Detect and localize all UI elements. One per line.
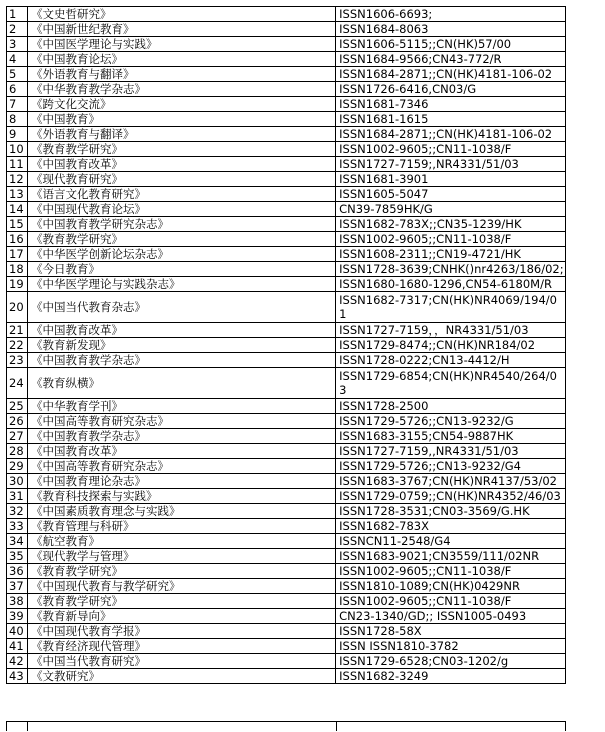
journal-name-cell: 《外语教育与翻译》 bbox=[28, 67, 336, 82]
row-number-cell: 3 bbox=[7, 37, 28, 52]
row-number-cell: 4 bbox=[7, 52, 28, 67]
row-number-cell: 35 bbox=[7, 549, 28, 564]
row-number-cell: 5 bbox=[7, 67, 28, 82]
journal-name-cell: 《外语教育与翻译》 bbox=[28, 127, 336, 142]
table-row bbox=[7, 594, 566, 609]
table-row bbox=[7, 474, 566, 489]
issn-cell: ISSN1727-7159,,NR4331/51/03 bbox=[336, 444, 566, 459]
journal-name-cell: 《教育教学研究》 bbox=[28, 142, 336, 157]
row-number-cell: 23 bbox=[7, 353, 28, 368]
table-row bbox=[7, 549, 566, 564]
row-number-cell: 40 bbox=[7, 624, 28, 639]
journal-name-cell: 《今日教育》 bbox=[28, 262, 336, 277]
issn-cell: ISSN1728-58X bbox=[336, 624, 566, 639]
issn-cell: ISSN1729-6854;CN(HK)NR4540/264/03 bbox=[336, 368, 566, 399]
table-row bbox=[7, 654, 566, 669]
journal-name-cell: 《中华教育学刊》 bbox=[28, 399, 336, 414]
issn-cell: ISSN1681-7346 bbox=[336, 97, 566, 112]
row-number-cell: 6 bbox=[7, 82, 28, 97]
table-row bbox=[7, 142, 566, 157]
issn-cell: ISSN1729-5726;;CN13-9232/G4 bbox=[336, 459, 566, 474]
issn-cell: ISSN1682-3249 bbox=[336, 669, 566, 684]
table-row bbox=[7, 429, 566, 444]
row-number-cell: 24 bbox=[7, 368, 28, 399]
issn-cell: ISSN1680-1680-1296,CN54-6180M/R bbox=[336, 277, 566, 292]
issn-cell: ISSN1729-0759;;CN(HK)NR4352/46/03 bbox=[336, 489, 566, 504]
row-number-cell: 36 bbox=[7, 564, 28, 579]
journal-name-cell: 《文史哲研究》 bbox=[28, 7, 336, 22]
journal-name-cell: 《教育新导向》 bbox=[28, 609, 336, 624]
row-number-cell: 25 bbox=[7, 399, 28, 414]
journal-name-cell: 《中国当代教育杂志》 bbox=[28, 292, 336, 323]
journal-name-cell: 《中国教育论坛》 bbox=[28, 52, 336, 67]
table-row bbox=[7, 459, 566, 474]
table-row bbox=[7, 639, 566, 654]
table-row bbox=[7, 187, 566, 202]
row-number-cell: 37 bbox=[7, 579, 28, 594]
table-row bbox=[7, 202, 566, 217]
journal-name-cell: 《中国现代教育与教学研究》 bbox=[28, 579, 336, 594]
journal-name-cell: 《现代教育研究》 bbox=[28, 172, 336, 187]
table-row bbox=[7, 112, 566, 127]
issn-cell: ISSN1727-7159，，NR4331/51/03 bbox=[336, 323, 566, 338]
issn-cell: ISSN1608-2311;;CN19-4721/HK bbox=[336, 247, 566, 262]
table-row bbox=[7, 22, 566, 37]
row-number-cell: 29 bbox=[7, 459, 28, 474]
issn-cell: ISSN1810-1089;CN(HK)0429NR bbox=[336, 579, 566, 594]
row-number-cell: 22 bbox=[7, 338, 28, 353]
row-number-cell: 27 bbox=[7, 429, 28, 444]
journal-name-cell: 《教育教学研究》 bbox=[28, 594, 336, 609]
table-row bbox=[7, 217, 566, 232]
journal-table bbox=[6, 6, 566, 684]
journal-name-cell: 《中国新世纪教育》 bbox=[28, 22, 336, 37]
table-row bbox=[7, 609, 566, 624]
issn-cell: ISSN1682-783X bbox=[336, 519, 566, 534]
issn-cell: ISSN1683-3155;CN54-9887HK bbox=[336, 429, 566, 444]
row-number-cell: 7 bbox=[7, 97, 28, 112]
issn-cell: ISSNCN11-2548/G4 bbox=[336, 534, 566, 549]
table-row bbox=[7, 353, 566, 368]
table-row bbox=[7, 247, 566, 262]
journal-name-cell: 《教育管理与科研》 bbox=[28, 519, 336, 534]
row-number-cell: 20 bbox=[7, 292, 28, 323]
issn-cell: CN39-7859HK/G bbox=[336, 202, 566, 217]
table-row bbox=[7, 669, 566, 684]
partial-row-cutoff bbox=[6, 721, 566, 732]
issn-cell: ISSN1681-1615 bbox=[336, 112, 566, 127]
table-row bbox=[7, 399, 566, 414]
row-number-cell: 38 bbox=[7, 594, 28, 609]
table-row bbox=[7, 127, 566, 142]
table-row bbox=[7, 262, 566, 277]
journal-name-cell: 《教育科技探索与实践》 bbox=[28, 489, 336, 504]
issn-cell: ISSN1002-9605;;CN11-1038/F bbox=[336, 232, 566, 247]
issn-cell: ISSN1684-2871;;CN(HK)4181-106-02 bbox=[336, 67, 566, 82]
table-row bbox=[7, 564, 566, 579]
row-number-cell: 31 bbox=[7, 489, 28, 504]
row-number-cell: 42 bbox=[7, 654, 28, 669]
table-row bbox=[7, 52, 566, 67]
journal-name-cell: 《航空教育》 bbox=[28, 534, 336, 549]
row-number-cell: 2 bbox=[7, 22, 28, 37]
issn-cell: ISSN1606-6693; bbox=[336, 7, 566, 22]
journal-name-cell: 《中华教育教学杂志》 bbox=[28, 82, 336, 97]
table-row bbox=[7, 338, 566, 353]
table-row bbox=[7, 7, 566, 22]
issn-cell: ISSN1682-783X;;CN35-1239/HK bbox=[336, 217, 566, 232]
journal-name-cell: 《中国教育教学杂志》 bbox=[28, 353, 336, 368]
table-row bbox=[7, 414, 566, 429]
issn-cell: ISSN1728-3531;CN03-3569/G.HK bbox=[336, 504, 566, 519]
issn-cell: ISSN1682-7317;CN(HK)NR4069/194/01 bbox=[336, 292, 566, 323]
row-number-cell: 12 bbox=[7, 172, 28, 187]
issn-cell: ISSN1683-9021;CN3559/111/02NR bbox=[336, 549, 566, 564]
row-number-cell: 18 bbox=[7, 262, 28, 277]
issn-cell: ISSN ISSN1810-3782 bbox=[336, 639, 566, 654]
table-row bbox=[7, 323, 566, 338]
row-number-cell: 8 bbox=[7, 112, 28, 127]
table-row bbox=[7, 37, 566, 52]
row-number-cell: 15 bbox=[7, 217, 28, 232]
row-number-cell: 9 bbox=[7, 127, 28, 142]
issn-cell: ISSN1002-9605;;CN11-1038/F bbox=[336, 564, 566, 579]
table-row bbox=[7, 579, 566, 594]
row-number-cell: 39 bbox=[7, 609, 28, 624]
issn-cell: ISSN1605-5047 bbox=[336, 187, 566, 202]
issn-cell: ISSN1002-9605;;CN11-1038/F bbox=[336, 594, 566, 609]
row-number-cell: 13 bbox=[7, 187, 28, 202]
journal-name-cell: 《中国教育教学杂志》 bbox=[28, 429, 336, 444]
table-row bbox=[7, 519, 566, 534]
row-number-cell: 1 bbox=[7, 7, 28, 22]
table-row bbox=[7, 277, 566, 292]
issn-cell: ISSN1606-5115;;CN(HK)57/00 bbox=[336, 37, 566, 52]
issn-cell: ISSN1727-7159;,NR4331/51/03 bbox=[336, 157, 566, 172]
row-number-cell: 26 bbox=[7, 414, 28, 429]
table-row bbox=[7, 292, 566, 323]
journal-name-cell: 《教育教学研究》 bbox=[28, 232, 336, 247]
table-row bbox=[7, 82, 566, 97]
issn-cell: ISSN1684-8063 bbox=[336, 22, 566, 37]
issn-cell: ISSN1728-0222;CN13-4412/H bbox=[336, 353, 566, 368]
row-number-cell: 19 bbox=[7, 277, 28, 292]
journal-name-cell: 《中国现代教育学报》 bbox=[28, 624, 336, 639]
journal-name-cell: 《中国素质教育理念与实践》 bbox=[28, 504, 336, 519]
table-row bbox=[7, 368, 566, 399]
row-number-cell: 17 bbox=[7, 247, 28, 262]
journal-name-cell: 《中国高等教育研究杂志》 bbox=[28, 459, 336, 474]
journal-name-cell: 《中国教育改革》 bbox=[28, 323, 336, 338]
row-number-cell: 41 bbox=[7, 639, 28, 654]
table-row bbox=[7, 504, 566, 519]
table-row bbox=[7, 534, 566, 549]
journal-name-cell: 《中华医学理论与实践杂志》 bbox=[28, 277, 336, 292]
journal-name-cell: 《中国教育教学研究杂志》 bbox=[28, 217, 336, 232]
row-number-cell: 34 bbox=[7, 534, 28, 549]
journal-name-cell: 《中华医学创新论坛杂志》 bbox=[28, 247, 336, 262]
journal-table-body bbox=[7, 7, 566, 684]
journal-name-cell: 《中国医学理论与实践》 bbox=[28, 37, 336, 52]
journal-name-cell: 《中国高等教育研究杂志》 bbox=[28, 414, 336, 429]
journal-name-cell: 《中国教育改革》 bbox=[28, 444, 336, 459]
table-row bbox=[7, 232, 566, 247]
table-row bbox=[7, 67, 566, 82]
row-number-cell: 16 bbox=[7, 232, 28, 247]
row-number-cell: 43 bbox=[7, 669, 28, 684]
journal-name-cell: 《教育经济现代管理》 bbox=[28, 639, 336, 654]
issn-cell: ISSN1726-6416,CN03/G bbox=[336, 82, 566, 97]
issn-cell: ISSN1729-8474;;CN(HK)NR184/02 bbox=[336, 338, 566, 353]
table-row bbox=[7, 97, 566, 112]
row-number-cell: 33 bbox=[7, 519, 28, 534]
journal-name-cell: 《中国教育改革》 bbox=[28, 157, 336, 172]
row-number-cell: 10 bbox=[7, 142, 28, 157]
issn-cell: ISSN1729-6528;CN03-1202/g bbox=[336, 654, 566, 669]
table-row bbox=[7, 489, 566, 504]
journal-name-cell: 《中国教育理论杂志》 bbox=[28, 474, 336, 489]
table-row bbox=[7, 172, 566, 187]
table-row bbox=[7, 444, 566, 459]
issn-cell: ISSN1684-2871;;CN(HK)4181-106-02 bbox=[336, 127, 566, 142]
journal-name-cell: 《中国现代教育论坛》 bbox=[28, 202, 336, 217]
row-number-cell: 32 bbox=[7, 504, 28, 519]
issn-cell: CN23-1340/GD;; ISSN1005-0493 bbox=[336, 609, 566, 624]
journal-name-cell: 《中国当代教育研究》 bbox=[28, 654, 336, 669]
issn-cell: ISSN1002-9605;;CN11-1038/F bbox=[336, 142, 566, 157]
row-number-cell: 11 bbox=[7, 157, 28, 172]
journal-name-cell: 《中国教育》 bbox=[28, 112, 336, 127]
issn-cell: ISSN1729-5726;;CN13-9232/G bbox=[336, 414, 566, 429]
journal-name-cell: 《文教研究》 bbox=[28, 669, 336, 684]
journal-name-cell: 《教育教学研究》 bbox=[28, 564, 336, 579]
table-row bbox=[7, 624, 566, 639]
row-number-cell: 14 bbox=[7, 202, 28, 217]
issn-cell: ISSN1681-3901 bbox=[336, 172, 566, 187]
issn-cell: ISSN1728-3639;CNHK()nr4263/186/02; bbox=[336, 262, 566, 277]
table-row bbox=[7, 157, 566, 172]
issn-cell: ISSN1684-9566;CN43-772/R bbox=[336, 52, 566, 67]
journal-name-cell: 《教育新发现》 bbox=[28, 338, 336, 353]
journal-name-cell: 《语言文化教育研究》 bbox=[28, 187, 336, 202]
issn-cell: ISSN1683-3767;CN(HK)NR4137/53/02 bbox=[336, 474, 566, 489]
journal-name-cell: 《教育纵横》 bbox=[28, 368, 336, 399]
issn-cell: ISSN1728-2500 bbox=[336, 399, 566, 414]
journal-name-cell: 《跨文化交流》 bbox=[28, 97, 336, 112]
journal-name-cell: 《现代教学与管理》 bbox=[28, 549, 336, 564]
row-number-cell: 21 bbox=[7, 323, 28, 338]
row-number-cell: 30 bbox=[7, 474, 28, 489]
row-number-cell: 28 bbox=[7, 444, 28, 459]
